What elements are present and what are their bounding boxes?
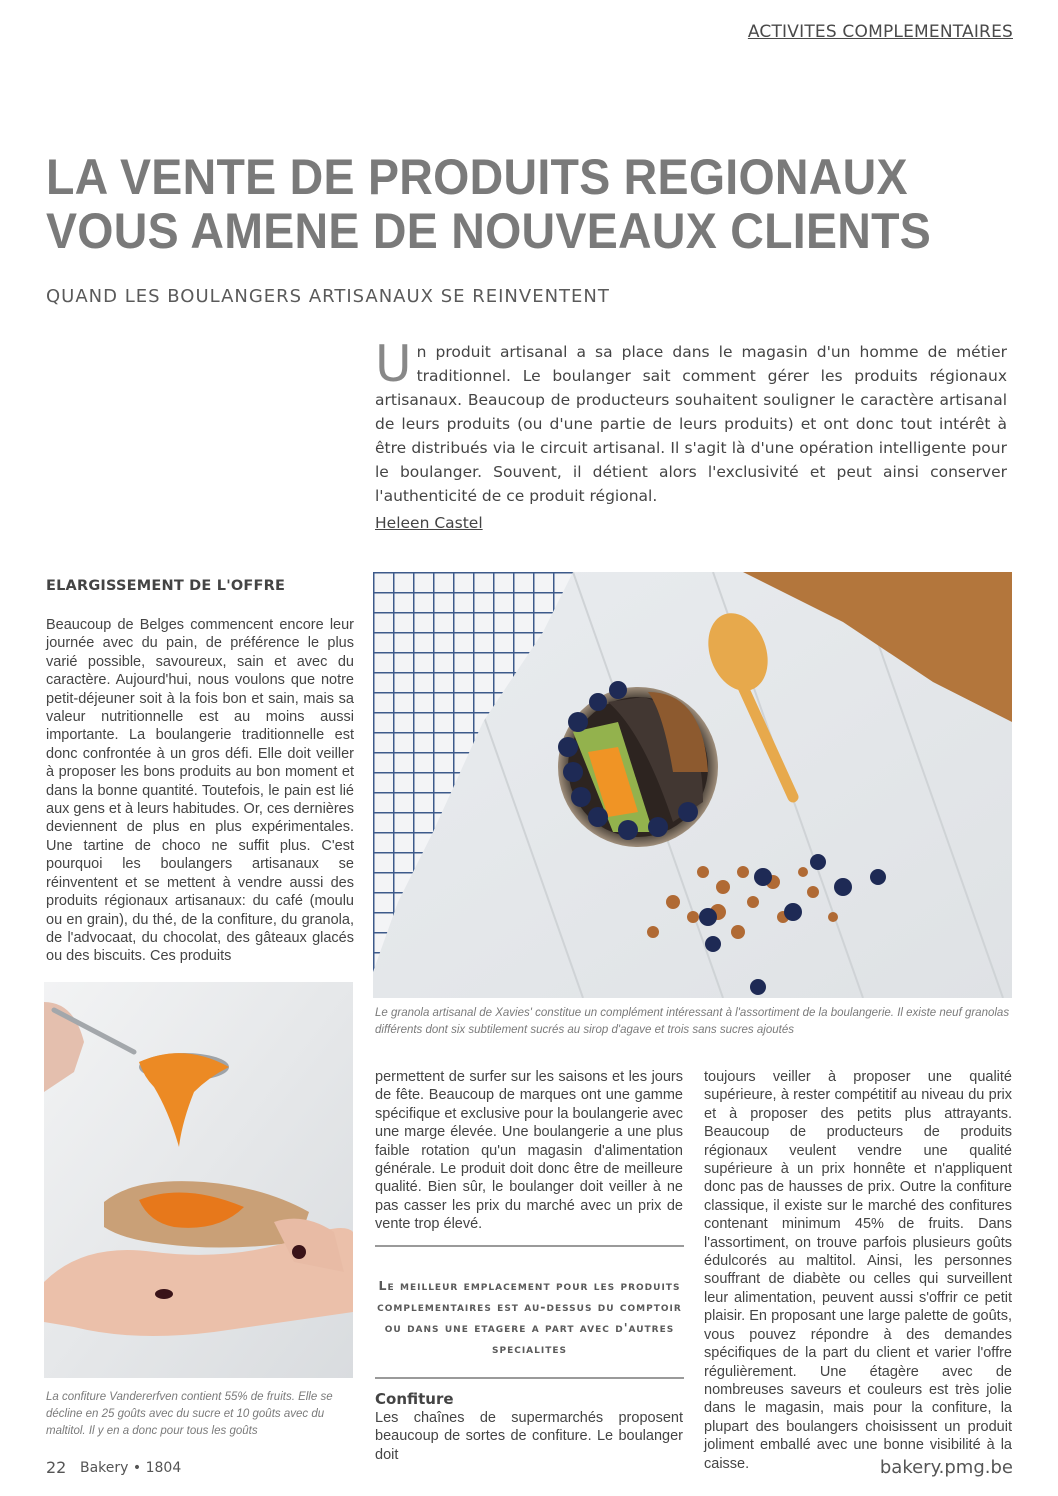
body-column-1: Beaucoup de Belges commencent encore leur journée avec du pain, de préférence le plus varié possible, savoureux, sain et avec du caractère. Aujourd'hui, nous voulons que notre petit-déjeuner soit à la fois bon et sain, mais sa valeur nutritionnelle est au moins aussi importante. La boulangerie traditionnelle est donc confrontée à un gros défi. Elle doit veiller à proposer les bons produits au bon moment et dans la bonne quantité. Toutefois, le pain est lié aux gens et à leurs habitudes. Or, ces dernières deviennent de plus en plus expérimentales. Une tartine de choco ne suffit plus. C'est pourquoi les boulangers artisanaux se réinventent et se mettent à vendre aussi des produits régionaux artisanaux: du café (moulu ou en grain), du thé, de la confiture, du granola, de l'advocaat, du chocolat, des gâteaux glacés ou des biscuits. Ces produits bbox=[46, 617, 354, 965]
section-heading-elargissement: ELARGISSEMENT DE L'OFFRE bbox=[46, 578, 286, 594]
pull-quote bbox=[375, 1245, 684, 1379]
intro-paragraph bbox=[375, 335, 1007, 508]
section-heading-confiture: Confiture bbox=[375, 1390, 454, 1408]
website-link[interactable]: bakery.pmg.be bbox=[879, 1457, 1013, 1478]
body-column-2: permettent de surfer sur les saisons et les jours de fête. Beaucoup de marques ont une gamme spécifique et exclusive pour la boulangerie avec une marge élevée. Une boulangerie a une plus faible rotation qu'un magasin d'alimentation générale. Le produit doit donc être de meilleure qualité. Bien sûr, le boulanger doit veiller à ne pas casser les prix du marché avec un prix de vente trop élevé. bbox=[375, 1069, 683, 1233]
section-tag[interactable]: ACTIVITES COMPLEMENTAIRES bbox=[747, 22, 1013, 42]
pull-quote-text: Le meilleur emplacement pour les produits complementaires est au-dessus du comptoir ou dans une etagere a part avec d'autres specialites bbox=[377, 1278, 682, 1356]
article-title bbox=[46, 150, 957, 258]
title-line-2: VOUS AMENE DE NOUVEAUX CLIENTS bbox=[46, 203, 932, 259]
drop-cap: U bbox=[375, 335, 412, 393]
caption-granola: Le granola artisanal de Xavies' constitue un complément intéressant à l'assortiment de la boulangerie. Il existe neuf granolas différents dont six subtilement sucrés au sirop d'agave et trois sans sucres ajoutés bbox=[375, 1007, 1010, 1036]
intro-text: n produit artisanal a sa place dans le magasin d'un homme de métier traditionnel. Le boulanger sait comment gérer les produits régionaux artisanaux. Beaucoup de producteurs souhaitent souligner le caractère artisanal de leurs produits (ou d'une partie de leurs produits) et ont donc tout intérêt à être distribués via le circuit artisanal. Il s'agit là d'une opération intelligente pour le boulanger. Souvent, il détient alors l'exclusivité et peut ainsi conserver l'authenticité de ce produit régional. bbox=[375, 343, 1007, 505]
caption-jam: La confiture Vandererfven contient 55% de fruits. Elle se décline en 25 goûts avec du sucre et 10 goûts avec du maltitol. Il y en a donc pour tous les goûts bbox=[46, 1391, 333, 1437]
granola-photo bbox=[373, 572, 1012, 998]
jam-photo bbox=[44, 982, 353, 1378]
magazine-issue: Bakery • 1804 bbox=[80, 1460, 182, 1476]
author-link[interactable]: Heleen Castel bbox=[375, 514, 483, 532]
body-column-3: toujours veiller à proposer une qualité supérieure, à rester compétitif au niveau du prix et à proposer des petits plus attrayants. Beaucoup de producteurs de produits régionaux veulent vendre une qualité supérieure à un prix honnête et n'appliquent donc pas de hausses de prix. Outre la confiture classique, il existe sur le marché des confitures contenant minimum 45% de fruits. Dans l'assortiment, on trouve parfois plusieurs goûts édulcorés au maltitol. Ainsi, les personnes souffrant de diabète ou celles qui surveillent leur alimentation, peuvent aussi s'offrir ce petit plaisir. En proposant une large palette de goûts, vous pouvez répondre à des demandes spécifiques de la part du client et varier l'offre régulièrement. Une étagère avec de nombreuses saveurs et couleurs est très jolie dans le magasin, mais pour la confiture, la plupart des boulangers choisissent un produit joliment emballé avec une bonne visibilité à la caisse. bbox=[704, 1069, 1012, 1472]
page-number: 22 bbox=[46, 1458, 67, 1477]
body-column-2-continued: Les chaînes de supermarchés proposent beaucoup de sortes de confiture. Le boulanger doit bbox=[375, 1410, 683, 1463]
title-line-1: LA VENTE DE PRODUITS REGIONAUX bbox=[46, 149, 908, 205]
article-subtitle: QUAND LES BOULANGERS ARTISANAUX SE REINVENTENT bbox=[46, 286, 610, 307]
